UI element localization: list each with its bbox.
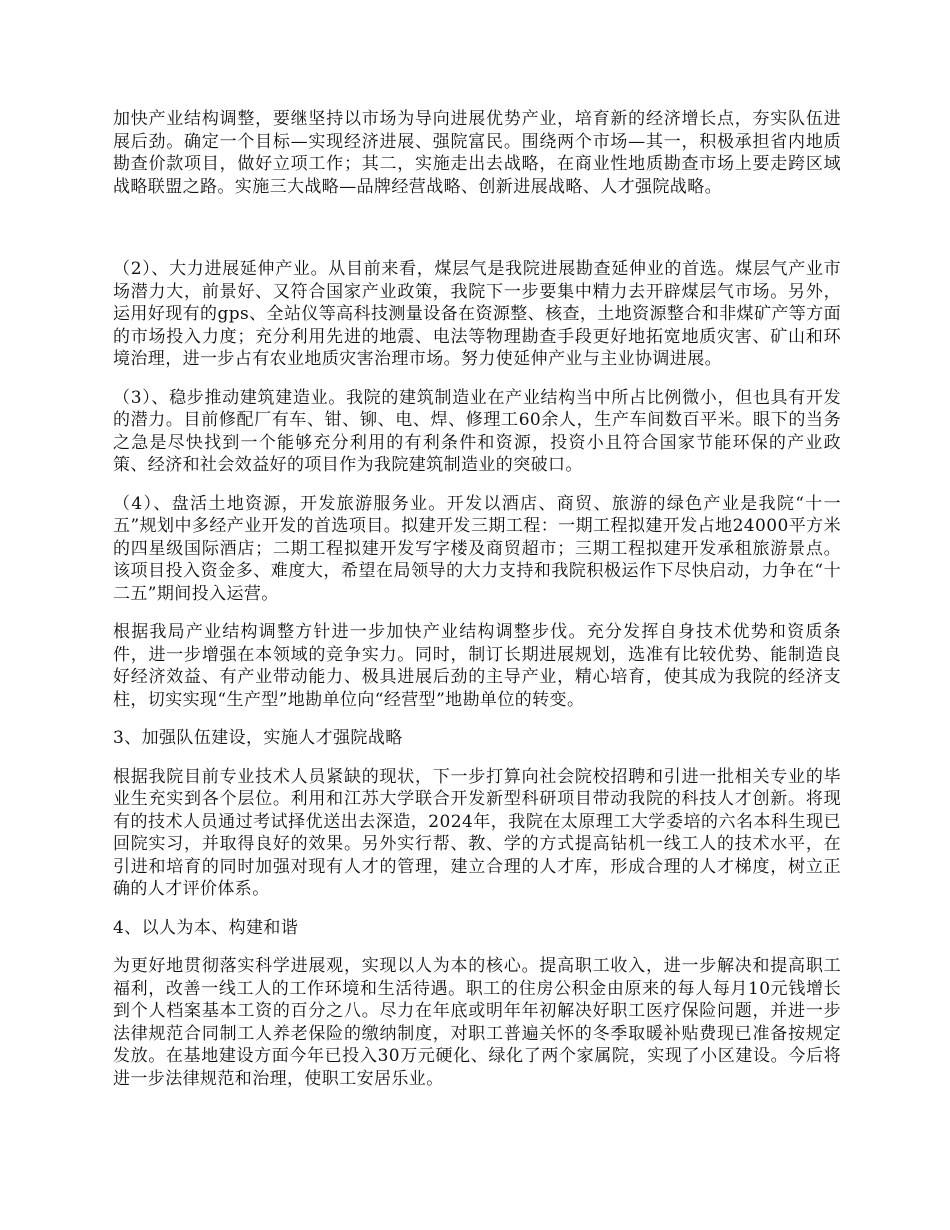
document-body bbox=[113, 108, 841, 1106]
paragraph-construction-industry: （3）、稳步推动建筑建造业。我院的建筑制造业在产业结构当中所占比例微小，但也具有开发的潜力。目前修配厂有车、钳、铆、电、焊、修理工60余人，生产车间数百平米。眼下的当务之急是尽快找到一个能够充分利用的有利条件和资源，投资小且符合国家节能环保的产业政策、经济和社会效益好的项目作为我院建筑制造业的突破口。 bbox=[113, 387, 841, 475]
paragraph-industry-restructuring: 加快产业结构调整，要继坚持以市场为导向进展优势产业，培育新的经济增长点，夯实队伍进展后劲。确定一个目标—实现经济进展、强院富民。围绕两个市场—其一，积极承担省内地质勘查价款项目，做好立项工作；其二，实施走出去战略，在商业性地质勘查市场上要走跨区域战略联盟之路。实施三大战略—品牌经营战略、创新进展战略、人才强院战略。 bbox=[113, 109, 841, 197]
section-heading-harmony: 4、以人为本、构建和谐 bbox=[113, 917, 299, 938]
paragraph-talent-strategy: 根据我院目前专业技术人员紧缺的现状，下一步打算向社会院校招聘和引进一批相关专业的毕业生充实到各个层位。利用和江苏大学联合开发新型科研项目带动我院的科技人才创新。将现有的技术人员通过考试择优送出去深造，2024年，我院在太原理工大学委培的六名本科生现已回院实习，并取得良好的效果。另外实行帮、教、学的方式提高钻机一线工人的技术水平，在引进和培育的同时加强对现有人才的管理，建立合理的人才库，形成合理的人才梯度，树立正确的人才评价体系。 bbox=[113, 766, 841, 899]
paragraph-extension-industry: （2）、大力进展延伸产业。从目前来看，煤层气是我院进展勘查延伸业的首选。煤层气产业市场潜力大，前景好、又符合国家产业政策，我院下一步要集中精力去开辟煤层气市场。另外，运用好现有的gps、全站仪等高科技测量设备在资源整、核查，土地资源整合和非煤矿产等方面的市场投入力度；充分利用先进的地震、电法等物理勘查手段更好地拓宽地质灾害、矿山和环境治理，进一步占有农业地质灾害治理市场。努力使延伸产业与主业协调进展。 bbox=[113, 259, 841, 369]
section-heading-talent: 3、加强队伍建设，实施人才强院战略 bbox=[113, 728, 403, 748]
paragraph-tourism-services: （4）、盘活土地资源，开发旅游服务业。开发以酒店、商贸、旅游的绿色产业是我院“十一五”规划中多经产业开发的首选项目。拟建开发三期工程：一期工程拟建开发占地24000平方米的四星级国际酒店；二期工程拟建开发写字楼及商贸超市；三期工程拟建开发承租旅游景点。该项目投入资金多、难度大，希望在局领导的大力支持和我院积极运作下尽快启动，力争在“十二五”期间投入运营。 bbox=[113, 493, 841, 604]
paragraph-restructuring-policy: 根据我局产业结构调整方针进一步加快产业结构调整步伐。充分发挥自身技术优势和资质条件，进一步增强在本领域的竞争实力。同时，制订长期进展规划，选准有比较优势、能制造良好经济效益、有产业带动能力、极具进展后劲的主导产业，精心培育，使其成为我院的经济支柱，切实实现“生产型”地勘单位向“经营型”地勘单位的转变。 bbox=[113, 622, 841, 710]
paragraph-people-oriented: 为更好地贯彻落实科学进展观，实现以人为本的核心。提高职工收入，进一步解决和提高职工福利，改善一线工人的工作环境和生活待遇。职工的住房公积金由原来的每人每月10元钱增长到个人档案基本工资的百分之八。尽力在年底或明年年初解决好职工医疗保险问题，并进一步法律规范合同制工人养老保险的缴纳制度，对职工普遍关怀的冬季取暖补贴费现已准备按规定发放。在基地建设方面今年已投入30万元硬化、绿化了两个家属院，实现了小区建设。今后将进一步法律规范和治理，使职工安居乐业。 bbox=[113, 956, 841, 1089]
